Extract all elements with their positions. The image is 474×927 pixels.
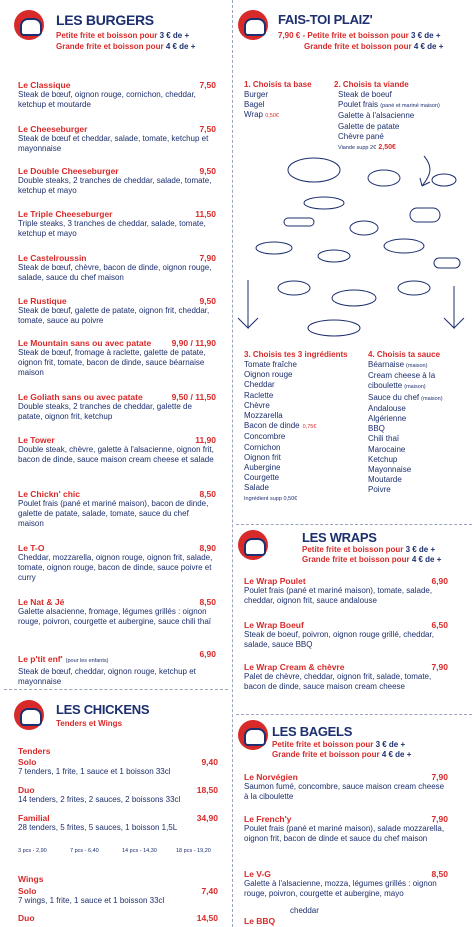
- step2-list: [338, 90, 472, 153]
- step4-maison-note: (maison): [406, 363, 428, 369]
- step3-item: [244, 463, 364, 473]
- wings-name: Duo: [18, 913, 35, 923]
- step4-item: [368, 445, 472, 455]
- wraps-title: LES WRAPS: [302, 530, 377, 545]
- step2-item: Galette à l'alsacienne: [338, 111, 415, 121]
- burger-name: Le Castelroussin: [18, 253, 87, 263]
- tenders-pieces-price: 14 pcs - 14,30: [122, 848, 157, 854]
- fries-icon: [238, 10, 268, 40]
- step4-item: [368, 475, 472, 485]
- step4-item-label: Marocaine: [368, 444, 406, 454]
- step4-item-label: Sauce du chef: [368, 392, 420, 402]
- arrow-down-icon: [238, 280, 258, 328]
- burger-price: 9,90 / 11,90: [171, 338, 216, 348]
- step4-list: [368, 360, 472, 496]
- step3-item-label: Oignon rouge: [244, 370, 293, 380]
- bagels-subtitle-1: Petite frite et boisson pour 3 € de +: [272, 740, 406, 749]
- burger-item: [18, 124, 216, 154]
- step4-item-label: Ketchup: [368, 454, 398, 464]
- burger-name: Le p'tit enf': [18, 654, 63, 664]
- step3-item-label: Courgette: [244, 473, 280, 483]
- step1-item: Wrap 0,50€: [244, 110, 279, 120]
- step3-item-label: Concombre: [244, 432, 286, 442]
- burger-icon: [14, 10, 44, 40]
- chickens-subtitle: Tenders et Wings: [56, 719, 123, 728]
- tenders-price: 34,90: [196, 813, 218, 823]
- step4-item-label: Cream cheese à la ciboulette: [368, 371, 436, 391]
- chicken-icon: [14, 700, 44, 730]
- wings-heading: Wings: [18, 874, 44, 884]
- burger-name: Le Classique: [18, 80, 71, 90]
- step4-item: [368, 434, 472, 444]
- burger-item: [18, 253, 216, 283]
- wings-price: 14,50: [196, 913, 218, 923]
- tenders-price: 9,40: [201, 757, 218, 767]
- bagel-cheddar-line: cheddar: [290, 906, 319, 915]
- bagel-price: 7,90: [431, 814, 448, 824]
- step4-item: [368, 465, 472, 475]
- step4-item: [368, 455, 472, 465]
- column-divider: [232, 0, 233, 927]
- burger-name: Le Nat & Jé: [18, 597, 65, 607]
- step3-item: [244, 443, 364, 453]
- tenders-item: [18, 757, 218, 777]
- tenders-price: 18,50: [196, 785, 218, 795]
- tenders-heading: Tenders: [18, 746, 51, 756]
- step2-title: 2. Choisis ta viande: [334, 80, 409, 89]
- step3-supp: Ingrédient supp 0,50€: [244, 495, 298, 502]
- step4-item-label: Andalouse: [368, 403, 406, 413]
- tenders-pieces-price: 18 pcs - 19,20: [176, 848, 211, 854]
- step4-item-label: Mayonnaise: [368, 465, 412, 475]
- burger-name: Le Tower: [18, 435, 55, 445]
- step3-item-label: Aubergine: [244, 463, 281, 473]
- step4-item: [368, 371, 472, 392]
- step4-item-label: Béarnaise: [368, 360, 405, 369]
- wrap-price: 7,90: [431, 662, 448, 672]
- bagel-desc: Poulet frais (pané et mariné maison), salade mozzarella, oignon frit, bacon de dinde et sauce du chef maison: [244, 824, 445, 843]
- wings-item: [18, 913, 218, 923]
- step4-item-label: BBQ: [368, 424, 385, 434]
- burger-price: 11,90: [195, 435, 216, 445]
- tenders-name: Familial: [18, 813, 50, 823]
- tenders-name: Duo: [18, 785, 35, 795]
- step1-item: Bagel: [244, 100, 265, 110]
- tenders-desc: 7 tenders, 1 frite, 1 sauce et 1 boisson 33cl: [18, 767, 171, 776]
- burger-item: [18, 166, 216, 196]
- burger-name: Le Cheeseburger: [18, 124, 88, 134]
- step2-supp: Viande supp 2€ 2,50€: [338, 144, 396, 152]
- step2-item: Chèvre pané: [338, 131, 384, 141]
- burger-desc: Steak de bœuf, fromage à raclette, galette de patate, oignon frit, tomate, bacon de dinde, sauce béarnaise maison: [18, 348, 206, 377]
- burger-price: 8,50: [199, 597, 216, 607]
- step3-item: [244, 401, 364, 411]
- bagel-price: 7,90: [431, 772, 448, 782]
- burger-name: Le T-O: [18, 543, 45, 553]
- step4-item: [368, 424, 472, 434]
- section-divider: [4, 689, 228, 690]
- step4-item: [368, 360, 472, 371]
- burger-name: Le Chickn' chic: [18, 489, 81, 499]
- bagels-subtitle-2: Grande frite et boisson pour 4 € de +: [272, 750, 412, 759]
- step3-item: [244, 473, 364, 483]
- wrap-item: [244, 576, 448, 606]
- wrap-item: [244, 620, 448, 650]
- burger-price: 9,50 / 11,50: [171, 392, 216, 402]
- burger-price: 11,50: [195, 209, 216, 219]
- burger-price: 9,50: [199, 296, 216, 306]
- step3-item: [244, 360, 364, 370]
- burger-item: [18, 80, 216, 110]
- wraps-subtitle-2: Grande frite et boisson pour 4 € de +: [302, 555, 442, 564]
- burger-item: [18, 209, 216, 239]
- burger-item: [18, 649, 216, 687]
- step4-item-label: Poivre: [368, 485, 391, 495]
- wings-desc: 7 wings, 1 frite, 1 sauce et 1 boisson 33cl: [18, 896, 165, 905]
- step4-item: [368, 404, 472, 414]
- wrap-desc: Palet de chèvre, cheddar, oignon frit, salade, tomate, bacon de dinde, sauce maison cream cheese: [244, 672, 432, 691]
- burgers-title: LES BURGERS: [56, 12, 154, 28]
- burger-price: 7,50: [199, 80, 216, 90]
- bagel-name: Le Norvégien: [244, 772, 298, 782]
- step3-item-label: Bacon de dinde: [244, 421, 300, 431]
- section-divider: [236, 524, 472, 525]
- bagels-title: LES BAGELS: [272, 724, 353, 739]
- step2-item: Galette de patate: [338, 121, 400, 131]
- burger-name: Le Rustique: [18, 296, 67, 306]
- wrap-desc: Poulet frais (pané et mariné maison), tomate, salade, cheddar, oignon frit, sauce andalouse: [244, 586, 433, 605]
- bagel-desc: Saumon fumé, concombre, sauce maison cream cheese à la ciboulette: [244, 782, 445, 801]
- burgers-subtitle-2: Grande frite et boisson pour 4 € de +: [56, 42, 196, 51]
- step3-item: [244, 411, 364, 421]
- step4-item-label: Algérienne: [368, 414, 407, 424]
- bagel-icon: [238, 720, 268, 750]
- burger-name: Le Triple Cheeseburger: [18, 209, 113, 219]
- wrap-icon: [238, 530, 268, 560]
- burger-note: (pour les enfants): [65, 658, 109, 664]
- step3-item: [244, 380, 364, 390]
- step4-maison-note: (maison): [404, 384, 426, 391]
- step4-item: [368, 485, 472, 495]
- step3-list: [244, 360, 364, 504]
- bagel-name: Le French'y: [244, 814, 292, 824]
- step3-extra-price: 0,75€: [302, 424, 317, 431]
- step1-list: [244, 90, 334, 122]
- step4-item: [368, 414, 472, 424]
- faistoi-subtitle-2: Grande frite et boisson pour 4 € de +: [304, 42, 444, 51]
- step3-item: [244, 453, 364, 463]
- tenders-desc: 14 tenders, 2 frites, 2 sauces, 2 boissons 33cl: [18, 795, 181, 804]
- wrap-name: Le Wrap Poulet: [244, 576, 306, 586]
- tenders-pieces-price: 3 pcs - 2,90: [18, 848, 47, 854]
- tenders-name: Solo: [18, 757, 37, 767]
- burger-desc: Double steaks, 2 tranches de cheddar, galette de patate, oignon frit, ketchup: [18, 402, 192, 421]
- step4-title: 4. Choisis ta sauce: [368, 350, 441, 359]
- bagel-desc: Galette à l'alsacienne, mozza, légumes grillés : oignon rouge, poivron, courgette et aubergine, mayo: [244, 879, 437, 898]
- burger-price: 7,50: [199, 124, 216, 134]
- step3-item-label: Chèvre: [244, 400, 270, 410]
- burger-desc: Steak de bœuf, galette de patate, oignon frit, cheddar, tomate, sauce au poivre: [18, 306, 210, 325]
- step3-item-label: Tomate fraîche: [244, 360, 297, 369]
- burger-desc: Steak de bœuf, oignon rouge, cornichon, cheddar, ketchup et moutarde: [18, 90, 196, 109]
- step2-item: Poulet frais (pané et mariné maison): [338, 100, 440, 110]
- burger-desc: Galette alsacienne, fromage, légumes grillés : oignon rouge, poivron, courgette et aubergine, sauce chili thaï: [18, 607, 212, 626]
- step3-item: [244, 483, 364, 493]
- wrap-item: [244, 662, 448, 692]
- faistoi-subtitle-1: 7,90 € - Petite frite et boisson pour 3 € de +: [278, 31, 441, 40]
- step3-item-label: Cornichon: [244, 442, 281, 452]
- step3-item: [244, 421, 364, 432]
- step3-item: [244, 391, 364, 401]
- step3-title: 3. Choisis tes 3 ingrédients: [244, 350, 348, 359]
- burger-desc: Steak de bœuf, chèvre, bacon de dinde, oignon rouge, salade, sauce du chef maison: [18, 263, 212, 282]
- burger-desc: Poulet frais (pané et mariné maison), bacon de dinde, galette de patate, salade, tomate, sauce du chef maison: [18, 499, 209, 528]
- burgers-subtitle-1: Petite frite et boisson pour 3 € de +: [56, 31, 190, 40]
- wrap-price: 6,50: [431, 620, 448, 630]
- burger-desc: Double steaks, 2 tranches de cheddar, salade, tomate, ketchup et mayo: [18, 176, 212, 195]
- bagel-price: 8,50: [431, 869, 448, 879]
- bagel-item: [244, 916, 448, 926]
- wraps-subtitle-1: Petite frite et boisson pour 3 € de +: [302, 545, 436, 554]
- tenders-pieces-price: 7 pcs - 6,40: [70, 848, 99, 854]
- step4-maison-note: (maison): [421, 395, 443, 402]
- burger-item: [18, 435, 216, 465]
- burger-name: Le Goliath sans ou avec patate: [18, 392, 143, 402]
- step3-item-label: Mozzarella: [244, 411, 283, 421]
- wings-price: 7,40: [201, 886, 218, 896]
- step3-item: [244, 370, 364, 380]
- burger-name: Le Double Cheeseburger: [18, 166, 119, 176]
- step3-item-label: Oignon frit: [244, 452, 281, 462]
- ingredients-illustration: [234, 148, 472, 344]
- step1-item: Burger: [244, 90, 269, 99]
- burger-desc: Steak de bœuf, cheddar, oignon rouge, ketchup et mayonnaise: [18, 667, 196, 686]
- step1-title: 1. Choisis ta base: [244, 80, 312, 89]
- burger-item: [18, 489, 216, 529]
- bagel-name: Le BBQ: [244, 916, 276, 926]
- wings-name: Solo: [18, 886, 37, 896]
- step3-item-label: Raclette: [244, 390, 274, 400]
- burger-price: 8,90: [199, 543, 216, 553]
- wrap-price: 6,90: [431, 576, 448, 586]
- burger-item: [18, 338, 216, 378]
- tenders-item: [18, 785, 218, 805]
- burger-item: [18, 392, 216, 422]
- step4-item: [368, 393, 472, 404]
- burger-name: Le Mountain sans ou avec patate: [18, 338, 152, 348]
- burger-desc: Cheddar, mozzarella, oignon rouge, oignon frit, salade, tomate, oignon rouge, bacon de dinde, sauce poivre et curry: [18, 553, 213, 582]
- arrow-icon: [420, 156, 430, 186]
- bagel-name: Le V-G: [244, 869, 271, 879]
- burger-price: 7,90: [199, 253, 216, 263]
- faistoi-title: FAIS-TOI PLAIZ': [278, 12, 373, 27]
- bagel-item: [244, 869, 448, 899]
- chickens-title: LES CHICKENS: [56, 702, 150, 717]
- section-divider: [236, 714, 472, 715]
- wrap-name: Le Wrap Cream & chèvre: [244, 662, 345, 672]
- burger-desc: Triple steaks, 3 tranches de cheddar, salade, tomate, ketchup et mayo: [18, 219, 206, 238]
- step3-item-label: Salade: [244, 483, 269, 493]
- burger-price: 9,50: [199, 166, 216, 176]
- burger-item: [18, 296, 216, 326]
- wrap-name: Le Wrap Boeuf: [244, 620, 304, 630]
- step4-item-label: Moutarde: [368, 475, 402, 485]
- burger-desc: Steak de bœuf et cheddar, salade, tomate, ketchup et mayonnaise: [18, 134, 209, 153]
- step3-item-label: Cheddar: [244, 380, 275, 390]
- burger-item: [18, 543, 216, 583]
- arrow-down-icon: [444, 286, 464, 328]
- wings-item: [18, 886, 218, 906]
- tenders-desc: 28 tenders, 5 frites, 5 sauces, 1 boisson 1,5L: [18, 823, 178, 832]
- bagel-item: [244, 814, 448, 844]
- burger-price: 6,90: [199, 649, 216, 659]
- bagel-item: [244, 772, 448, 802]
- burger-desc: Double steak, chèvre, galette à l'alsacienne, oignon frit, bacon de dinde, sauce maison cream cheese et salade: [18, 445, 214, 464]
- step4-item-label: Chili thaï: [368, 434, 400, 444]
- tenders-item: [18, 813, 218, 833]
- wrap-desc: Steak de boeuf, poivron, oignon rouge grillé, cheddar, salade, sauce BBQ: [244, 630, 434, 649]
- burger-item: [18, 597, 216, 627]
- burger-price: 8,50: [199, 489, 216, 499]
- step3-item: [244, 432, 364, 442]
- step2-item: Steak de boeuf: [338, 90, 392, 99]
